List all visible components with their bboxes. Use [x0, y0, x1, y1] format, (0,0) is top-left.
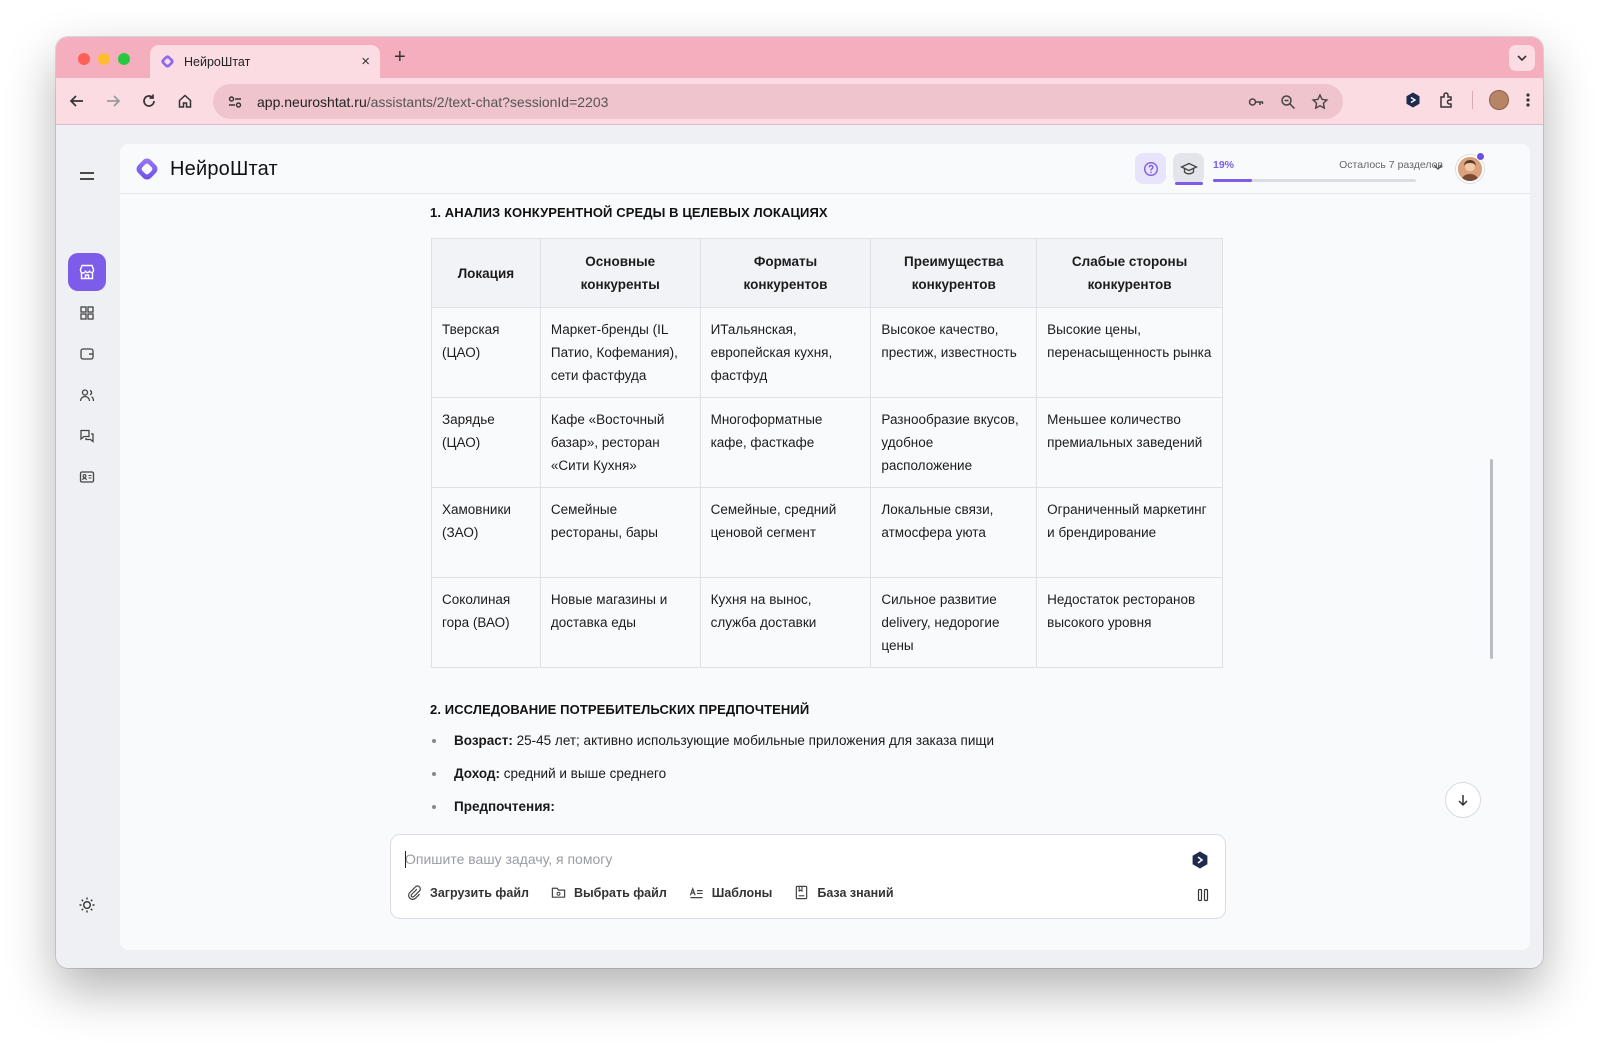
sidebar-item-dashboard[interactable]	[68, 294, 106, 332]
table-row	[432, 308, 1223, 398]
progress-track	[1213, 179, 1416, 182]
table-cell: Разнообразие вкусов, удобное расположение	[871, 398, 1037, 488]
sidebar-item-profile-card[interactable]	[68, 458, 106, 496]
sidebar-item-team[interactable]	[68, 376, 106, 414]
question-circle-icon	[1143, 161, 1159, 177]
message-input[interactable]	[405, 848, 1165, 870]
folder-icon	[551, 885, 566, 900]
table-cell: Локальные связи, атмосфера уюта	[871, 488, 1037, 578]
table-header-cell: Форматы конкурентов	[700, 239, 871, 308]
list-item	[430, 729, 994, 762]
table-header-cell: Основные конкуренты	[540, 239, 700, 308]
brand-logo[interactable]	[134, 156, 278, 182]
sidebar-item-assistants[interactable]	[68, 253, 106, 291]
table-cell: Высокие цены, перенасыщенность рынка	[1037, 308, 1223, 398]
app-header	[120, 144, 1530, 194]
help-button[interactable]	[1135, 153, 1166, 184]
url-path: /assistants/2/text-chat?sessionId=2203	[366, 93, 609, 110]
notification-dot	[1476, 152, 1485, 161]
upload-file-label: Загрузить файл	[430, 885, 529, 900]
brand-name: НейроШтат	[170, 157, 278, 180]
table-cell: Многоформатные кафе, фасткафе	[700, 398, 871, 488]
grid-icon	[79, 305, 95, 321]
zoom-icon[interactable]	[1279, 93, 1297, 111]
progress-fill	[1213, 179, 1252, 182]
table-cell: Ограниченный маркетинг и брендирование	[1037, 488, 1223, 578]
sun-icon	[78, 896, 96, 914]
theme-toggle-button[interactable]	[78, 896, 96, 919]
pause-icon	[1197, 888, 1209, 902]
app-root	[56, 125, 1543, 968]
browser-toolbar	[56, 78, 1543, 125]
list-item	[430, 795, 994, 828]
education-active-indicator	[1175, 182, 1203, 185]
key-icon[interactable]	[1247, 93, 1265, 111]
profile-avatar[interactable]	[1489, 90, 1509, 110]
voice-pause-button[interactable]	[1197, 888, 1209, 907]
id-card-icon	[79, 469, 95, 485]
bookmark-star-icon[interactable]	[1311, 93, 1329, 111]
tab-title: НейроШтат	[184, 54, 251, 69]
section-title-consumers: 2. ИССЛЕДОВАНИЕ ПОТРЕБИТЕЛЬСКИХ ПРЕДПОЧТЕНИЙ	[430, 702, 810, 717]
url-host: app.neuroshtat.ru	[257, 93, 367, 110]
table-cell: Соколиная гора (ВАО)	[432, 578, 541, 668]
chat-bubbles-icon	[79, 428, 95, 444]
progress-remaining: Осталось 7 разделов	[1339, 159, 1443, 171]
sidebar-item-wallet[interactable]	[68, 335, 106, 373]
table-cell: Семейные рестораны, бары	[540, 488, 700, 578]
extensions-puzzle-icon[interactable]	[1438, 91, 1456, 109]
progress-percent: 19%	[1213, 159, 1235, 171]
select-file-label: Выбрать файл	[573, 885, 667, 900]
text-caret	[405, 851, 406, 868]
reload-icon[interactable]	[138, 90, 160, 112]
table-header-cell: Локация	[432, 239, 541, 308]
wallet-icon	[79, 346, 95, 362]
table-cell: Семейные, средний ценовой сегмент	[700, 488, 871, 578]
table-header-row	[432, 239, 1223, 308]
knowledge-base-label: База знаний	[817, 885, 894, 900]
table-cell: Сильное развитие delivery, недорогие цены	[871, 578, 1037, 668]
extension-area	[1404, 90, 1531, 110]
composer-actions	[407, 885, 894, 900]
site-settings-icon[interactable]	[227, 94, 243, 110]
section-title-competitors: 1. АНАЛИЗ КОНКУРЕНТНОЙ СРЕДЫ В ЦЕЛЕВЫХ ЛОКАЦИЯХ	[430, 205, 828, 220]
chevron-down-icon[interactable]	[1432, 161, 1444, 173]
list-item-label: Возраст:	[454, 733, 513, 748]
scrollbar-thumb[interactable]	[1490, 459, 1493, 659]
select-file-button[interactable]	[551, 885, 667, 900]
book-icon	[794, 885, 809, 900]
table-cell: Кухня на вынос, служба доставки	[700, 578, 871, 668]
hamburger-icon	[78, 169, 96, 183]
table-cell: ИТальянская, европейская кухня, фастфуд	[700, 308, 871, 398]
table-header-cell: Преимущества конкурентов	[871, 239, 1037, 308]
toolbar-divider	[1472, 91, 1473, 109]
templates-label: Шаблоны	[711, 885, 773, 900]
scroll-to-bottom-button[interactable]	[1445, 782, 1481, 818]
extension-hexagon-icon[interactable]	[1404, 91, 1422, 109]
sidebar-menu-toggle[interactable]	[68, 157, 106, 195]
table-cell: Хамовники (ЗАО)	[432, 488, 541, 578]
table-cell: Новые магазины и доставка еды	[540, 578, 700, 668]
url-text	[257, 94, 1247, 110]
browser-tab[interactable]	[150, 45, 380, 78]
templates-icon	[689, 885, 704, 900]
competitors-table	[431, 238, 1223, 668]
new-tab-button[interactable]: +	[394, 46, 406, 68]
list-item-label: Предпочтения:	[454, 799, 555, 814]
paperclip-icon	[407, 885, 422, 900]
forward-arrow-icon[interactable]	[102, 90, 124, 112]
message-composer	[390, 834, 1226, 919]
arrow-down-icon	[1456, 793, 1470, 807]
users-icon	[79, 387, 95, 403]
send-hexagon-icon	[1190, 850, 1210, 870]
tab-bar	[56, 37, 1543, 78]
table-row	[432, 488, 1223, 578]
table-row	[432, 398, 1223, 488]
templates-button[interactable]	[689, 885, 773, 900]
main-panel	[120, 144, 1530, 950]
table-cell: Тверская (ЦАО)	[432, 308, 541, 398]
table-header-cell: Слабые стороны конкурентов	[1037, 239, 1223, 308]
store-icon	[78, 263, 96, 281]
browser-menu-icon[interactable]	[1525, 91, 1531, 109]
table-cell: Кафе «Восточный базар», ресторан «Сити Кухня»	[540, 398, 700, 488]
list-item	[430, 762, 994, 795]
list-item-label: Доход:	[454, 766, 500, 781]
table-cell: Меньшее количество премиальных заведений	[1037, 398, 1223, 488]
table-cell: Высокое качество, престиж, известность	[871, 308, 1037, 398]
home-icon[interactable]	[174, 90, 196, 112]
tab-close-button[interactable]: ×	[361, 53, 370, 70]
table-cell: Недостаток ресторанов высокого уровня	[1037, 578, 1223, 668]
education-button[interactable]	[1173, 153, 1204, 184]
upload-file-button[interactable]	[407, 885, 529, 900]
chat-message-content	[430, 194, 1230, 834]
neuroshtat-favicon-icon	[160, 54, 175, 69]
send-button[interactable]	[1187, 847, 1213, 873]
address-bar[interactable]	[213, 84, 1343, 119]
list-item-text: 25-45 лет; активно использующие мобильные приложения для заказа пищи	[512, 733, 995, 748]
table-cell: Зарядье (ЦАО)	[432, 398, 541, 488]
back-arrow-icon[interactable]	[66, 90, 88, 112]
graduation-cap-icon	[1180, 161, 1198, 177]
close-window-button[interactable]	[78, 53, 90, 65]
tab-search-button[interactable]	[1509, 45, 1535, 71]
knowledge-base-button[interactable]	[794, 885, 893, 900]
sidebar	[56, 125, 120, 968]
neuroshtat-logo-icon	[134, 156, 160, 182]
minimize-window-button[interactable]	[98, 53, 110, 65]
sidebar-item-chats[interactable]	[68, 417, 106, 455]
table-cell: Маркет-бренды (IL Патио, Кофемания), сети фастфуда	[540, 308, 700, 398]
browser-window	[56, 37, 1543, 968]
chevron-down-icon	[1516, 52, 1528, 64]
maximize-window-button[interactable]	[118, 53, 130, 65]
table-row	[432, 578, 1223, 668]
consumer-bullets	[430, 729, 994, 828]
list-item-text: средний и выше среднего	[500, 766, 667, 781]
